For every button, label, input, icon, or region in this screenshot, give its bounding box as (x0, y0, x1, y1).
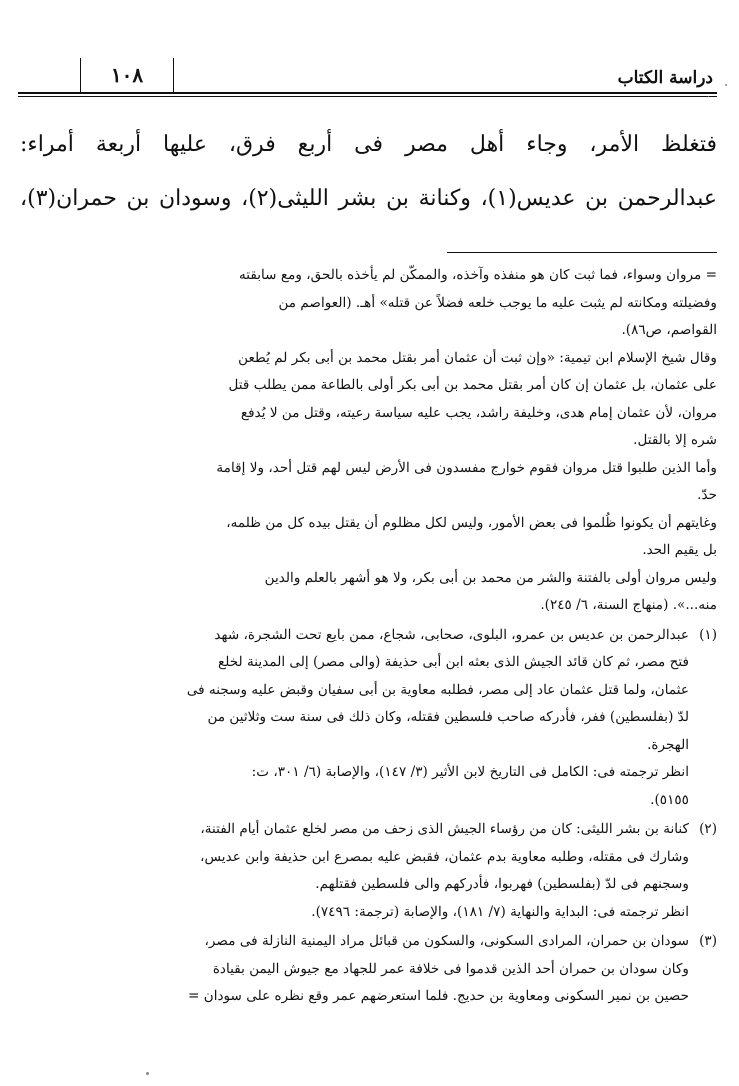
footnote-number: (٣) (699, 933, 717, 949)
footnote-line: على عثمان، بل عثمان إن كان أمر بقتل محمد بن أبى بكر أولى بالطاعة ممن يطلب قتل (228, 377, 717, 393)
page-number: ١٠٨ (80, 58, 174, 92)
footnote-line: ٥١٥٥). (650, 791, 689, 808)
footnote-line: القواصم، ص٨٦). (621, 322, 717, 338)
footnote-line: وكان سودان بن حمران أحد الذين قدموا فى خلافة عمر للجهاد مع جيوش اليمن بقيادة (212, 960, 689, 977)
footnote-line: مروان، لأن عثمان إمام هدى، وخليفة راشد، يجب عليه سياسة رعيته، وقتل من لا يُدفع (240, 404, 717, 421)
footnote-divider (447, 252, 717, 253)
footnote-line: وليس مروان أولى بالفتنة والشر من محمد بن أبى بكر، ولا هو أشهر بالعلم والدين (264, 569, 717, 586)
footnote-line: = مروان وسواء، فما ثبت كان هو منفذه وآخذه، والممكّن لم يأخذه بالحق، ومع سابقته (238, 267, 717, 283)
main-text (20, 118, 717, 226)
footnotes (18, 262, 717, 1013)
footnote-line: وشارك فى مقتله، وطلبه معاوية بدم عثمان، فقبض عليه بمصرع ابن حذيفة وابن عديس، (200, 848, 689, 865)
footnote-line: حصين بن نمير السكونى ومعاوية بن حديج. فلما استعرضهم عمر وقع نظره على سودان = (188, 988, 689, 1004)
scan-speck (146, 1072, 149, 1075)
scan-speck (725, 84, 727, 86)
footnote-line: وأما الذين طلبوا قتل مروان فقوم خوارج مفسدون فى الأرض ليس لهم قتل أحد، ولا إقامة (216, 459, 717, 476)
footnote-line: حدّ. (697, 487, 717, 503)
footnote-line: انظر ترجمته فى: الكامل فى التاريخ لابن الأثير (٣/ ١٤٧)، والإصابة (٦/ ٣٠١، ت: (251, 764, 689, 780)
footnote-line: سودان بن حمران، المرادى السكونى، والسكون من قبائل مراد اليمنية النازلة فى مصر، (204, 933, 689, 949)
footnote-line: منه...». (منهاج السنة، ٦/ ٢٤٥). (540, 597, 717, 613)
scan-speck (708, 96, 709, 97)
main-text-line: عبدالرحمن بن عديس(١)، وكنانة بن بشر الليثى(٢)، وسودان بن حمران(٣)، (20, 186, 717, 211)
footnote-3 (18, 928, 717, 1011)
footnote-line: الهجرة. (647, 736, 689, 753)
footnote-line: كنانة بن بشر الليثى: كان من رؤساء الجيش الذى زحف من مصر لخلع عثمان أيام الفتنة، (200, 821, 689, 837)
footnote-line: وغايتهم أن يكونوا ظُلموا فى بعض الأمور، وليس لكل مظلوم أن يقتل بيده كل من ظلمه، (226, 514, 717, 531)
running-title: دراسة الكتاب (617, 68, 713, 88)
page-header (18, 58, 717, 100)
footnote-line: انظر ترجمته فى: البداية والنهاية (٧/ ١٨١)، والإصابة (ترجمة: ٧٤٩٦). (311, 903, 689, 920)
footnote-line: لدّ (بفلسطين) ففر، فأدركه صاحب فلسطين فقتله، وكان ذلك فى سنة ست وثلاثين من (207, 709, 689, 725)
header-rule (18, 92, 717, 97)
footnote-line: بل يقيم الحد. (642, 542, 717, 558)
footnote-line: شره إلا بالقتل. (633, 432, 717, 448)
footnote-line: عبدالرحمن بن عديس بن عمرو، البلوى، صحابى، شجاع، ممن بايع تحت الشجرة، شهد (214, 626, 689, 643)
main-text-line: فتغلظ الأمر، وجاء أهل مصر فى أربع فرق، عليها أربعة أمراء: (20, 132, 717, 157)
footnote-1 (18, 622, 717, 815)
footnote-line: وفضيلته ومكانته لم يثبت عليه ما يوجب خلعه فضلاً عن قتله» أهـ. (العواصم من (278, 294, 717, 311)
footnote-line: وسجنهم فى لدّ (بفلسطين) فهربوا، فأدركهم والى فلسطين فقتلهم. (315, 876, 689, 892)
footnote-number: (١) (699, 626, 717, 643)
footnote-number: (٢) (699, 821, 717, 837)
footnote-line: عثمان، ولما قتل عثمان عاد إلى مصر، فطلبه معاوية بن أبى سفيان وقبض عليه وسجنه فى (186, 681, 689, 698)
footnote-continuation (18, 262, 717, 620)
footnote-2 (18, 816, 717, 926)
footnote-line: وقال شيخ الإسلام ابن تيمية: «وإن ثبت أن عثمان أمر بقتل محمد بن أبى بكر لم يُطعن (238, 349, 717, 366)
footnote-line: فتح مصر، ثم كان قائد الجيش الذى بعثه ابن أبى حذيفة (والى مصر) إلى المدينة لخلع (218, 654, 689, 670)
